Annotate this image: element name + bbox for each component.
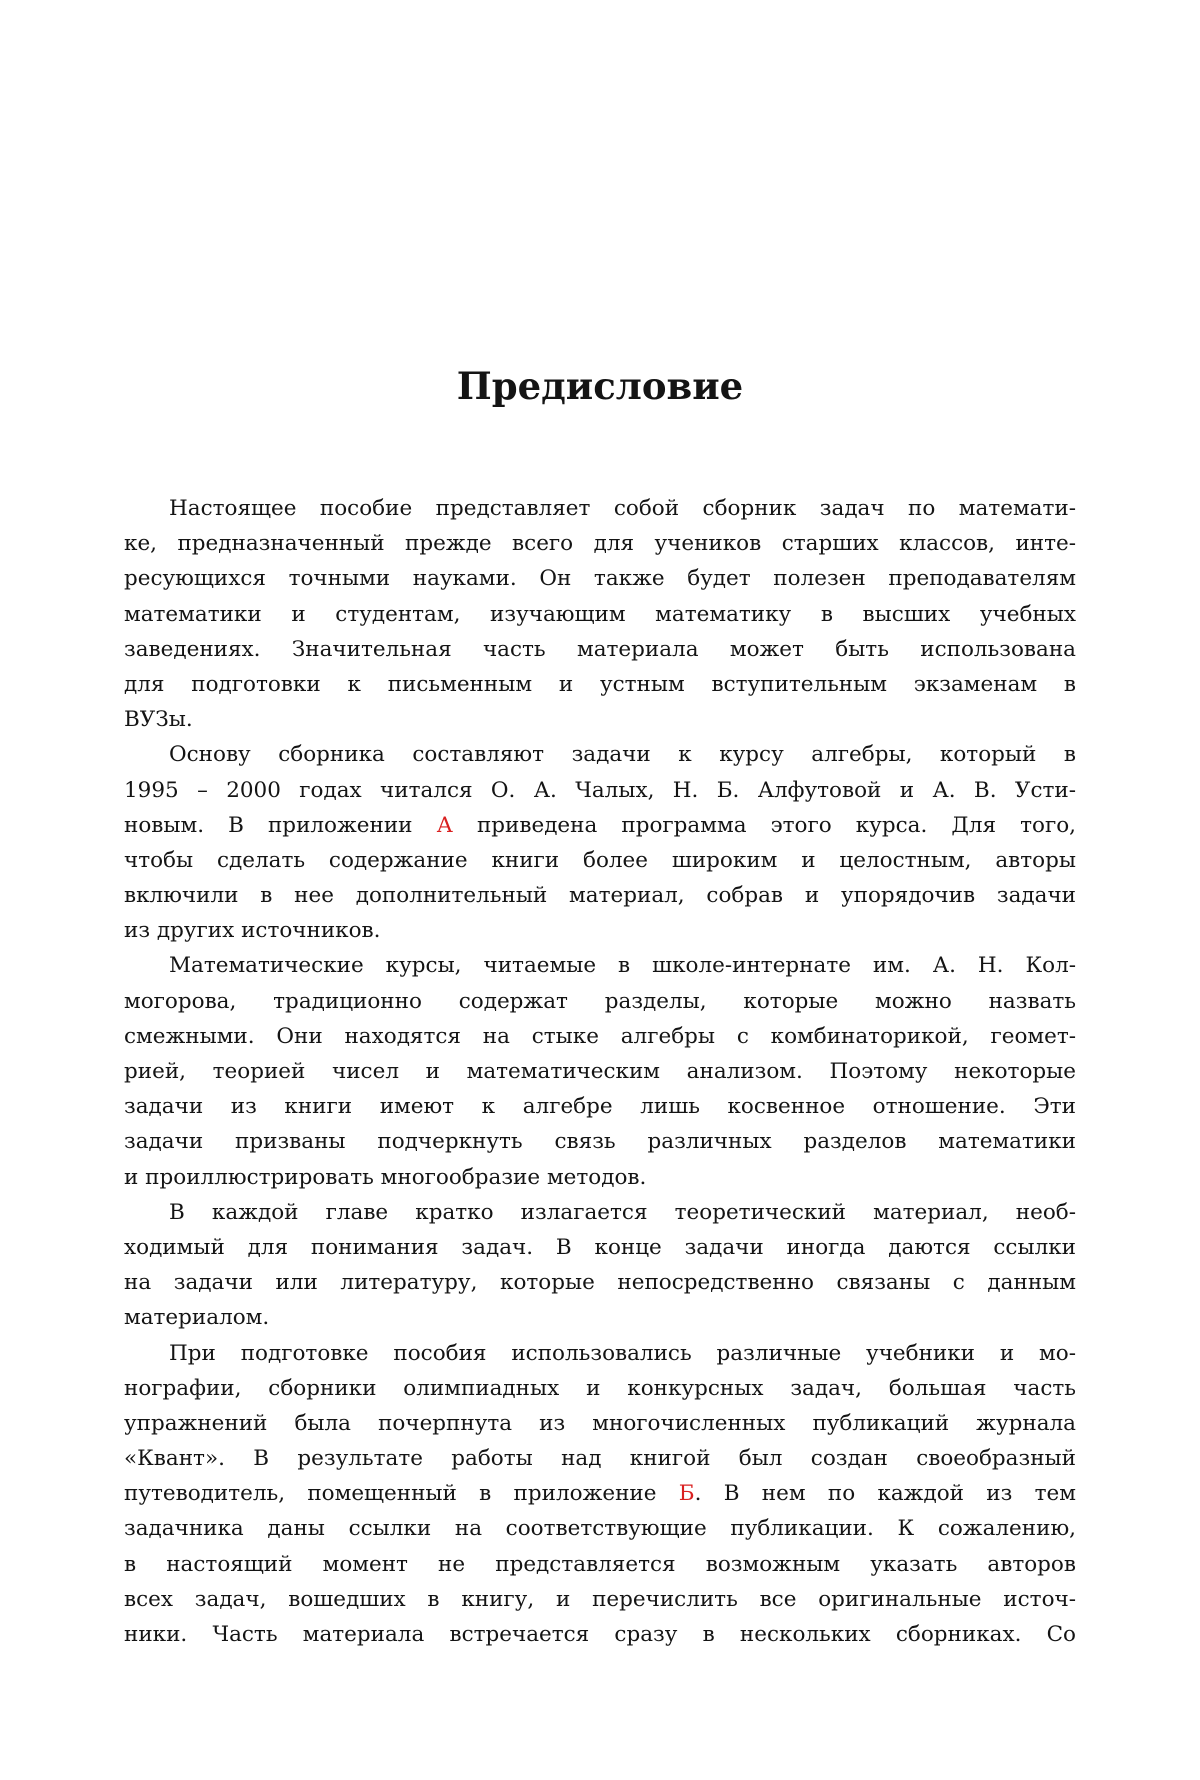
paragraph-courses — [124, 948, 1076, 1194]
page-title: Предисловие — [0, 362, 1200, 410]
text-line: В каждой главе кратко излагается теоретический материал, необ- — [124, 1195, 1076, 1230]
text-line: и проиллюстрировать многообразие методов. — [124, 1160, 1076, 1195]
text-line: в настоящий момент не представляется возможным указать авторов — [124, 1547, 1076, 1582]
text-line: могорова, традиционно содержат разделы, которые можно назвать — [124, 984, 1076, 1019]
text-line: рией, теорией чисел и математическим анализом. Поэтому некоторые — [124, 1054, 1076, 1089]
text-line: Настоящее пособие представляет собой сборник задач по математи- — [124, 491, 1076, 526]
text-line: ники. Часть материала встречается сразу в нескольких сборниках. Со — [124, 1617, 1076, 1652]
text-line: ВУЗы. — [124, 702, 1076, 737]
text-line: задачника даны ссылки на соответствующие публикации. К сожалению, — [124, 1511, 1076, 1546]
text-line: ресующихся точными науками. Он также будет полезен преподавателям — [124, 561, 1076, 596]
text-line: ке, предназначенный прежде всего для учеников старших классов, инте- — [124, 526, 1076, 561]
text-line: задачи призваны подчеркнуть связь различных разделов математики — [124, 1124, 1076, 1159]
text-line: упражнений была почерпнута из многочисленных публикаций журнала — [124, 1406, 1076, 1441]
appendix-a-link[interactable]: А — [437, 813, 453, 838]
text-line: 1995 – 2000 годах читался О. А. Чалых, Н. Б. Алфутовой и А. В. Усти- — [124, 773, 1076, 808]
text-line-with-ref — [124, 1476, 1076, 1511]
text-line: включили в нее дополнительный материал, собрав и упорядочив задачи — [124, 878, 1076, 913]
document-page — [0, 0, 1200, 1780]
text-line: Математические курсы, читаемые в школе-интернате им. А. Н. Кол- — [124, 948, 1076, 983]
paragraph-intro — [124, 491, 1076, 737]
paragraph-chapters — [124, 1195, 1076, 1336]
text-line: ходимый для понимания задач. В конце задачи иногда даются ссылки — [124, 1230, 1076, 1265]
appendix-b-link[interactable]: Б — [679, 1481, 695, 1506]
text-line: чтобы сделать содержание книги более широким и целостным, авторы — [124, 843, 1076, 878]
text-line: задачи из книги имеют к алгебре лишь косвенное отношение. Эти — [124, 1089, 1076, 1124]
text-line: всех задач, вошедших в книгу, и перечислить все оригинальные источ- — [124, 1582, 1076, 1617]
text-line: Основу сборника составляют задачи к курсу алгебры, который в — [124, 737, 1076, 772]
text-line: При подготовке пособия использовались различные учебники и мо- — [124, 1336, 1076, 1371]
text-line: для подготовки к письменным и устным вступительным экзаменам в — [124, 667, 1076, 702]
paragraph-course — [124, 737, 1076, 948]
text-line: «Квант». В результате работы над книгой был создан своеобразный — [124, 1441, 1076, 1476]
text-line-with-ref — [124, 808, 1076, 843]
text-line: заведениях. Значительная часть материала может быть использована — [124, 632, 1076, 667]
text-fragment: . В нем по каждой из тем — [695, 1481, 1076, 1506]
text-fragment: новым. В приложении — [124, 813, 437, 838]
text-fragment: путеводитель, помещенный в приложение — [124, 1481, 679, 1506]
body-text — [124, 491, 1076, 1652]
text-line: на задачи или литературу, которые непосредственно связаны с данным — [124, 1265, 1076, 1300]
text-line: смежными. Они находятся на стыке алгебры с комбинаторикой, геомет- — [124, 1019, 1076, 1054]
text-line: из других источников. — [124, 913, 1076, 948]
text-line: нографии, сборники олимпиадных и конкурсных задач, большая часть — [124, 1371, 1076, 1406]
text-fragment: приведена программа этого курса. Для того, — [453, 813, 1076, 838]
text-line: материалом. — [124, 1300, 1076, 1335]
paragraph-sources — [124, 1336, 1076, 1653]
text-line: математики и студентам, изучающим математику в высших учебных — [124, 597, 1076, 632]
